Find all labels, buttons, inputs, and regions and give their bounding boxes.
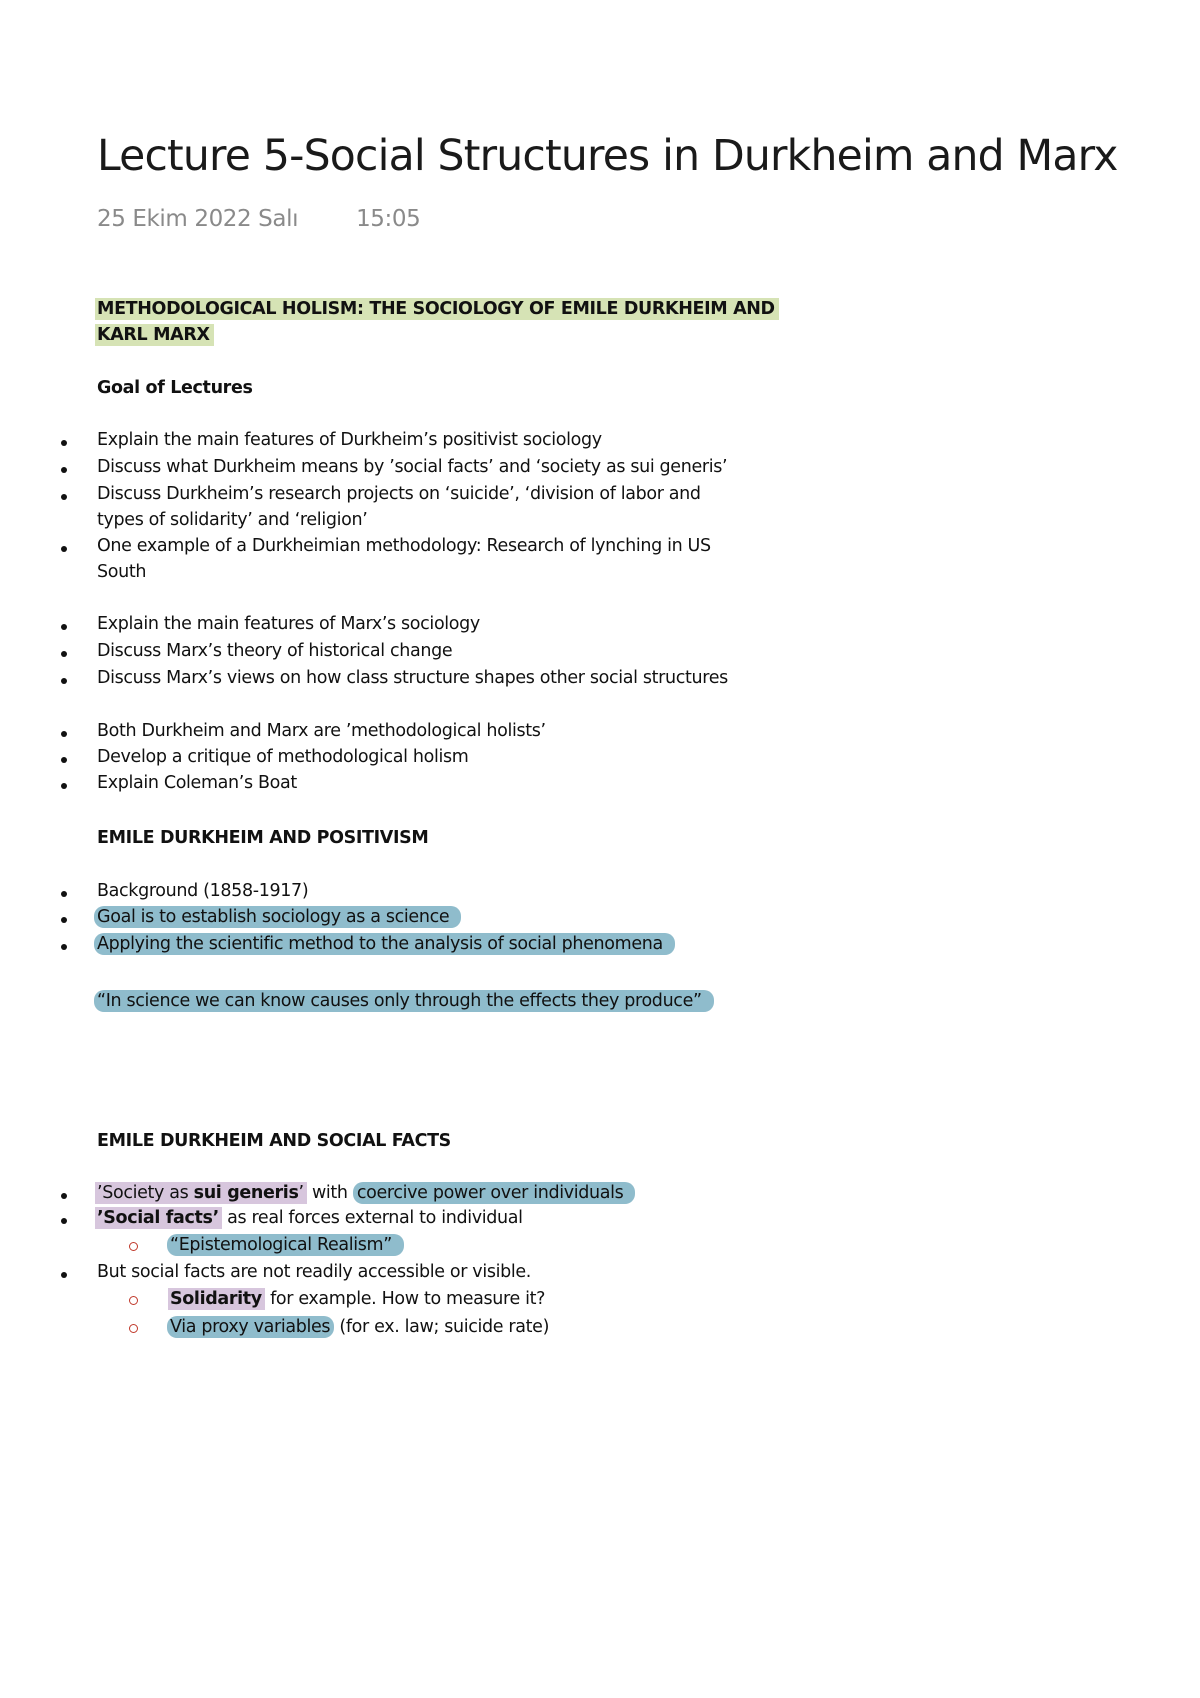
list-item: Explain the main features of Durkheim’s positivist sociology <box>97 430 602 450</box>
durkheim-quote: “In science we can know causes only through the effects they produce” <box>97 989 714 1013</box>
bullet-icon <box>61 624 67 630</box>
list-item: ’Society as sui generis’ with coercive power over individuals <box>97 1181 635 1205</box>
bullet-icon <box>61 1272 67 1278</box>
list-item: Both Durkheim and Marx are ’methodological holists’ <box>97 721 546 741</box>
sub-list-item: Solidarity for example. How to measure it? <box>170 1289 546 1309</box>
list-item: Applying the scientific method to the analysis of social phenomena <box>97 932 675 956</box>
bullet-icon <box>61 1218 67 1224</box>
list-item: Explain Coleman’s Boat <box>97 773 297 793</box>
list-item: Background (1858-1917) <box>97 881 309 901</box>
bullet-icon <box>61 678 67 684</box>
social-facts-heading: EMILE DURKHEIM AND SOCIAL FACTS <box>97 1131 451 1151</box>
main-heading-line1: METHODOLOGICAL HOLISM: THE SOCIOLOGY OF EMILE DURKHEIM AND <box>97 297 779 321</box>
page-meta <box>97 206 420 232</box>
list-item: Discuss Marx’s views on how class structure shapes other social structures <box>97 668 728 688</box>
list-item: Explain the main features of Marx’s sociology <box>97 614 480 634</box>
bullet-icon <box>61 546 67 552</box>
sub-bullet-icon <box>129 1242 138 1251</box>
page-time: 15:05 <box>356 206 421 232</box>
sub-list-item: Via proxy variables (for ex. law; suicide rate) <box>170 1315 549 1339</box>
main-heading-line2: KARL MARX <box>97 323 214 347</box>
list-item: One example of a Durkheimian methodology: Research of lynching in US <box>97 536 711 556</box>
bullet-icon <box>61 917 67 923</box>
bullet-icon <box>61 731 67 737</box>
bullet-icon <box>61 891 67 897</box>
sub-bullet-icon <box>129 1296 138 1305</box>
bullet-icon <box>61 783 67 789</box>
sub-bullet-icon <box>129 1324 138 1333</box>
positivism-heading: EMILE DURKHEIM AND POSITIVISM <box>97 828 429 848</box>
list-item: Discuss Durkheim’s research projects on ‘suicide’, ‘division of labor and <box>97 484 701 504</box>
bullet-icon <box>61 1193 67 1199</box>
bullet-icon <box>61 651 67 657</box>
list-item-continued: South <box>97 562 147 582</box>
list-item-continued: types of solidarity’ and ‘religion’ <box>97 510 368 530</box>
bullet-icon <box>61 944 67 950</box>
list-item: Discuss Marx’s theory of historical change <box>97 641 453 661</box>
list-item: Goal is to establish sociology as a science <box>97 905 461 929</box>
list-item: But social facts are not readily accessible or visible. <box>97 1262 532 1282</box>
list-item: ’Social facts’ as real forces external to individual <box>97 1208 523 1228</box>
goals-heading: Goal of Lectures <box>97 378 253 398</box>
bullet-icon <box>61 494 67 500</box>
list-item: Develop a critique of methodological holism <box>97 747 469 767</box>
bullet-icon <box>61 467 67 473</box>
list-item: Discuss what Durkheim means by ’social facts’ and ‘society as sui generis’ <box>97 457 728 477</box>
bullet-icon <box>61 757 67 763</box>
sub-list-item: “Epistemological Realism” <box>170 1233 404 1257</box>
bullet-icon <box>61 440 67 446</box>
page-title: Lecture 5-Social Structures in Durkheim and Marx <box>97 132 1118 181</box>
page-date: 25 Ekim 2022 Salı <box>97 206 299 232</box>
